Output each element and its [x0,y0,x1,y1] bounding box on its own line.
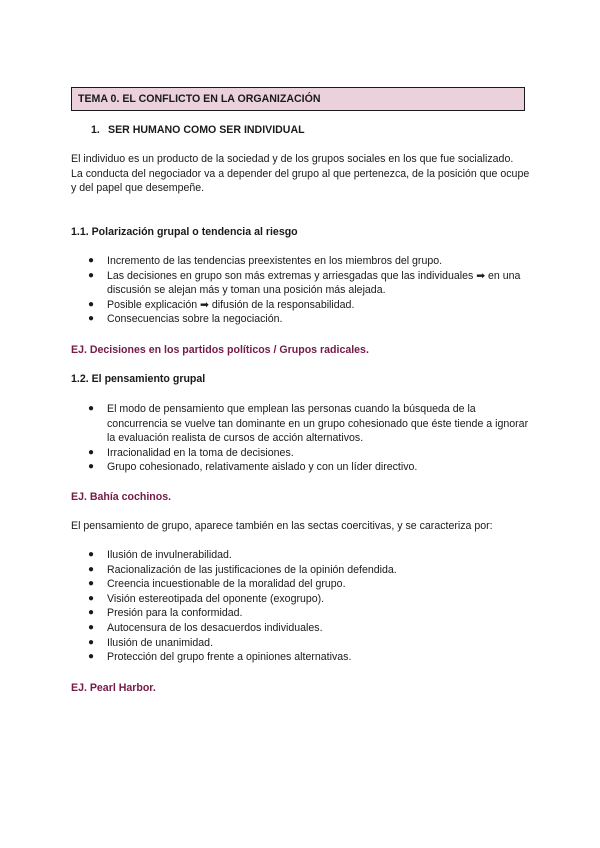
list-item: ● Las decisiones en grupo son más extremas y arriesgadas que las individuales ➡ en una discusión se alejan más y toman una posición más alejada. [88,269,521,297]
subsection-heading-groupthink: 1.2. El pensamiento grupal [71,373,206,385]
list-item: ● Incremento de las tendencias preexistentes en los miembros del grupo. [88,255,443,267]
list-item: ● Irracionalidad en la toma de decisiones. [88,446,294,459]
groupthink-intro: El pensamiento de grupo, aparece también en las sectas coercitivas, y se caracteriza por: [71,520,493,532]
bullet-icon: ● [88,255,95,266]
list-item: ● Racionalización de las justificaciones de la opinión defendida. [88,563,397,576]
intro-paragraph-1: El individuo es un producto de la sociedad y de los grupos sociales en los que fue socializado. [71,153,514,165]
bullet-icon: ● [88,313,95,325]
list-item: ● Visión estereotipada del oponente (exogrupo). [88,592,325,605]
bullet-icon: ● [88,578,95,590]
section-heading [91,123,551,138]
list-item: ● El modo de pensamiento que emplean las personas cuando la búsqueda de la concurrencia se vuelve tan dominante en un grupo cohesionado que éste tiende a ignorar la evaluación realista de cursos de acción alternativos. [88,403,529,445]
list-item: ● Grupo cohesionado, relativamente aislado y con un líder directivo. [88,461,418,474]
list-item: ● Posible explicación ➡ difusión de la responsabilidad. [88,298,355,311]
intro-block [71,152,531,196]
page-title: TEMA 0. EL CONFLICTO EN LA ORGANIZACIÓN [71,87,525,111]
polarization-list [71,254,531,327]
intro-paragraph-2: La conducta del negociador va a depender del grupo al que pertenezca, de la posición que ocupe y del papel que desempeñe. [71,167,530,195]
bullet-icon: ● [88,461,95,473]
list-item: ● Ilusión de invulnerabilidad. [88,549,232,561]
list-item: ● Protección del grupo frente a opiniones alternativas. [88,651,352,664]
bullet-icon: ● [88,651,95,663]
list-item: ● Presión para la conformidad. [88,607,243,620]
groupthink-features-list [71,548,531,665]
bullet-icon: ● [88,636,95,648]
subsection-heading-polarization: 1.1. Polarización grupal o tendencia al riesgo [71,226,298,238]
section-number: 1. [91,124,100,136]
list-item: ● Ilusión de unanimidad. [88,636,214,649]
groupthink-list [71,402,531,475]
bullet-icon: ● [88,592,95,604]
bullet-icon: ● [88,269,95,281]
bullet-icon: ● [88,621,95,633]
bullet-icon: ● [88,607,95,619]
example-political-parties: EJ. Decisiones en los partidos políticos / Grupos radicales. [71,344,369,356]
bullet-icon: ● [88,298,95,310]
example-bay-of-pigs: EJ. Bahía cochinos. [71,491,172,503]
bullet-icon: ● [88,446,95,458]
bullet-icon: ● [88,549,95,560]
bullet-icon: ● [88,403,95,414]
list-item: ● Creencia incuestionable de la moralidad del grupo. [88,578,346,591]
bullet-icon: ● [88,563,95,575]
example-pearl-harbor: EJ. Pearl Harbor. [71,682,156,694]
list-item: ● Consecuencias sobre la negociación. [88,313,283,326]
list-item: ● Autocensura de los desacuerdos individuales. [88,621,323,634]
section-heading-text: SER HUMANO COMO SER INDIVIDUAL [108,124,305,136]
